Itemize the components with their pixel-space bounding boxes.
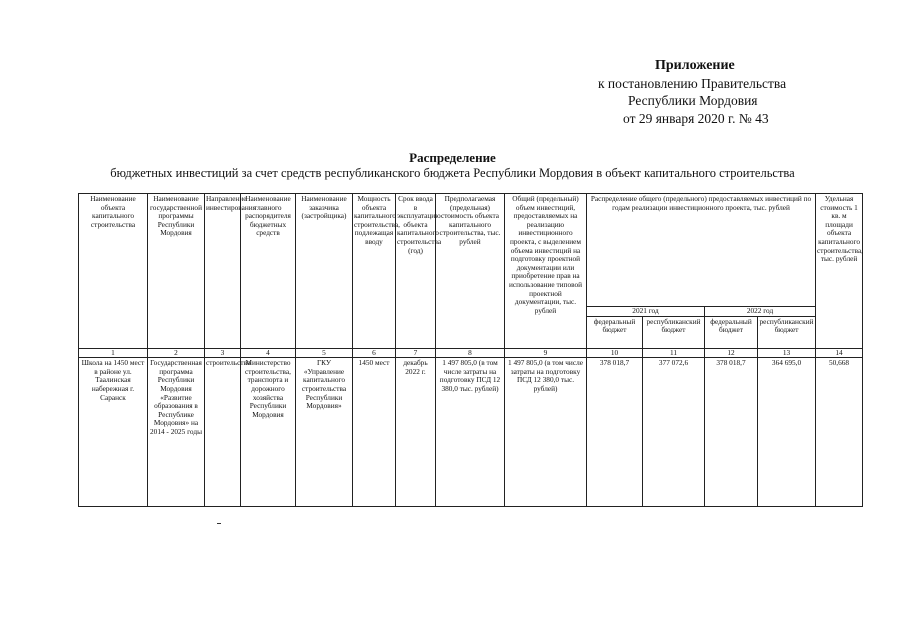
- column-number: 3: [205, 348, 241, 358]
- header-commission-date: Срок ввода в эксплуатацию объекта капитального строительства (год): [396, 194, 436, 349]
- header-direction: Направление инвестирования: [205, 194, 241, 349]
- cell-capacity: 1450 мест: [353, 358, 396, 507]
- header-distribution: Распределение общего (предельного) предоставляемых инвестиций по годам реализации инвестиционного проекта, тыс. рублей: [587, 194, 816, 307]
- cell-commission-date: декабрь 2022 г.: [396, 358, 436, 507]
- column-number: 8: [436, 348, 505, 358]
- column-number: 4: [241, 348, 296, 358]
- appendix-line-2: Республики Мордовия: [628, 93, 758, 108]
- column-number: 14: [816, 348, 863, 358]
- cell-main-manager: Министерство строительства, транспорта и дорожного хозяйства Республики Мордовия: [241, 358, 296, 507]
- column-number: 11: [643, 348, 705, 358]
- cell-unit-cost: 50,668: [816, 358, 863, 507]
- subheader-federal-2022: федеральный бюджет: [705, 316, 758, 348]
- column-number: 6: [353, 348, 396, 358]
- header-object-name: Наименование объекта капитального строительства: [79, 194, 148, 349]
- column-number: 2: [148, 348, 205, 358]
- column-number: 5: [296, 348, 353, 358]
- header-unit-cost: Удельная стоимость 1 кв. м площади объекта капитального строительства, тыс. рублей: [816, 194, 863, 349]
- cell-program: Государственная программа Республики Мордовия «Развитие образования в Республике Мордовия» на 2014 - 2025 годы: [148, 358, 205, 507]
- header-year-2022: 2022 год: [705, 307, 816, 317]
- document-title: Распределение: [409, 150, 496, 165]
- cell-object-name: Школа на 1450 мест в районе ул. Таалинская набережная г. Саранск: [79, 358, 148, 507]
- header-estimated-cost: Предполагаемая (предельная) стоимость объекта капитального строительства, тыс. рублей: [436, 194, 505, 349]
- cell-federal-2022: 378 018,7: [705, 358, 758, 507]
- column-number: 9: [505, 348, 587, 358]
- appendix-line-1: к постановлению Правительства: [598, 76, 787, 91]
- cell-direction: строительство: [205, 358, 241, 507]
- cell-republican-2022: 364 695,0: [758, 358, 816, 507]
- appendix-title: Приложение: [655, 58, 735, 73]
- subheader-republican-2022: республиканский бюджет: [758, 316, 816, 348]
- column-number: 13: [758, 348, 816, 358]
- subheader-republican-2021: республиканский бюджет: [643, 316, 705, 348]
- table-row: [79, 358, 863, 507]
- header-customer: Наименование заказчика (застройщика): [296, 194, 353, 349]
- column-number: 7: [396, 348, 436, 358]
- investment-table: [78, 193, 863, 507]
- subheader-federal-2021: федеральный бюджет: [587, 316, 643, 348]
- cell-republican-2021: 377 072,6: [643, 358, 705, 507]
- document-subtitle: бюджетных инвестиций за счет средств республиканского бюджета Республики Мордовия в объект капитального строительства: [110, 166, 795, 180]
- column-number: 10: [587, 348, 643, 358]
- column-number: 12: [705, 348, 758, 358]
- header-program: Наименование государственной программы Республики Мордовия: [148, 194, 205, 349]
- cell-estimated-cost: 1 497 805,0 (в том числе затраты на подготовку ПСД 12 380,0 тыс. рублей): [436, 358, 505, 507]
- header-capacity: Мощность объекта капитального строительства, подлежащая вводу: [353, 194, 396, 349]
- appendix-line-3: от 29 января 2020 г. № 43: [623, 111, 769, 126]
- header-main-manager: Наименование главного распорядителя бюджетных средств: [241, 194, 296, 349]
- header-year-2021: 2021 год: [587, 307, 705, 317]
- header-total-investment: Общий (предельный) объем инвестиций, предоставляемых на реализацию инвестиционного проекта, с выделением объема инвестиций на подготовку проектной документации или приобретение прав на использование типовой проектной документации, тыс. рублей: [505, 194, 587, 349]
- cell-total-investment: 1 497 805,0 (в том числе затраты на подготовку ПСД 12 380,0 тыс. рублей): [505, 358, 587, 507]
- cell-customer: ГКУ «Управление капитального строительства Республики Мордовия»: [296, 358, 353, 507]
- cell-federal-2021: 378 018,7: [587, 358, 643, 507]
- column-number: 1: [79, 348, 148, 358]
- scan-mark: [217, 523, 221, 524]
